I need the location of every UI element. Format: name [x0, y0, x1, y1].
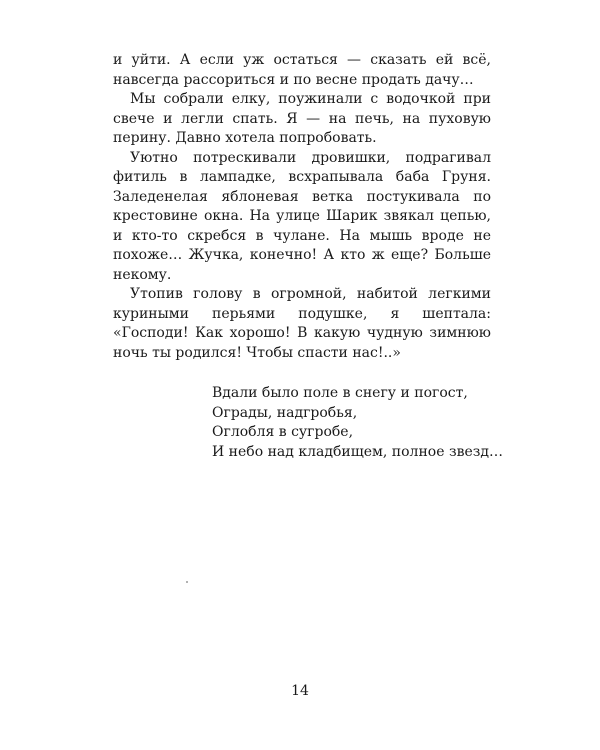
- paragraph: Уютно потрескивали дровишки, подрагивал фитиль в лампадке, всхрапывала баба Груня. Заледенелая яблоневая ветка постукивала по крестовине окна. На улице Шарик звякал цепью, и кто-то скребся в чулане. На мышь вроде не похоже… Жучка, конечно! А кто ж еще? Больше некому.: [113, 149, 491, 283]
- paragraph: и уйти. А если уж остаться — сказать ей всё, навсегда рассориться и по весне продать дачу…: [113, 52, 491, 88]
- prose: [113, 51, 491, 363]
- poem-line: Оглобля в сугробе,: [212, 424, 354, 440]
- poem-stanza: [212, 384, 503, 462]
- poem-line: Ограды, надгробья,: [212, 404, 358, 421]
- poem-line: И небо над кладбищем, полное звезд…: [212, 443, 503, 460]
- text-block: [113, 51, 503, 462]
- poem-line: Вдали было поле в снегу и погост,: [212, 385, 468, 401]
- paragraph: Мы собрали елку, поужинали с водочкой при свече и легли спать. Я — на печь, на пуховую перину. Давно хотела попробовать.: [113, 91, 491, 146]
- scan-speck: [186, 581, 188, 583]
- page-number: 14: [291, 683, 309, 699]
- paragraph: Утопив голову в огромной, набитой легкими куриными перьями подушке, я шептала: «Господи! Как хорошо! В какую чудную зимнюю ночь ты родился! Чтобы спасти нас!..»: [113, 286, 491, 361]
